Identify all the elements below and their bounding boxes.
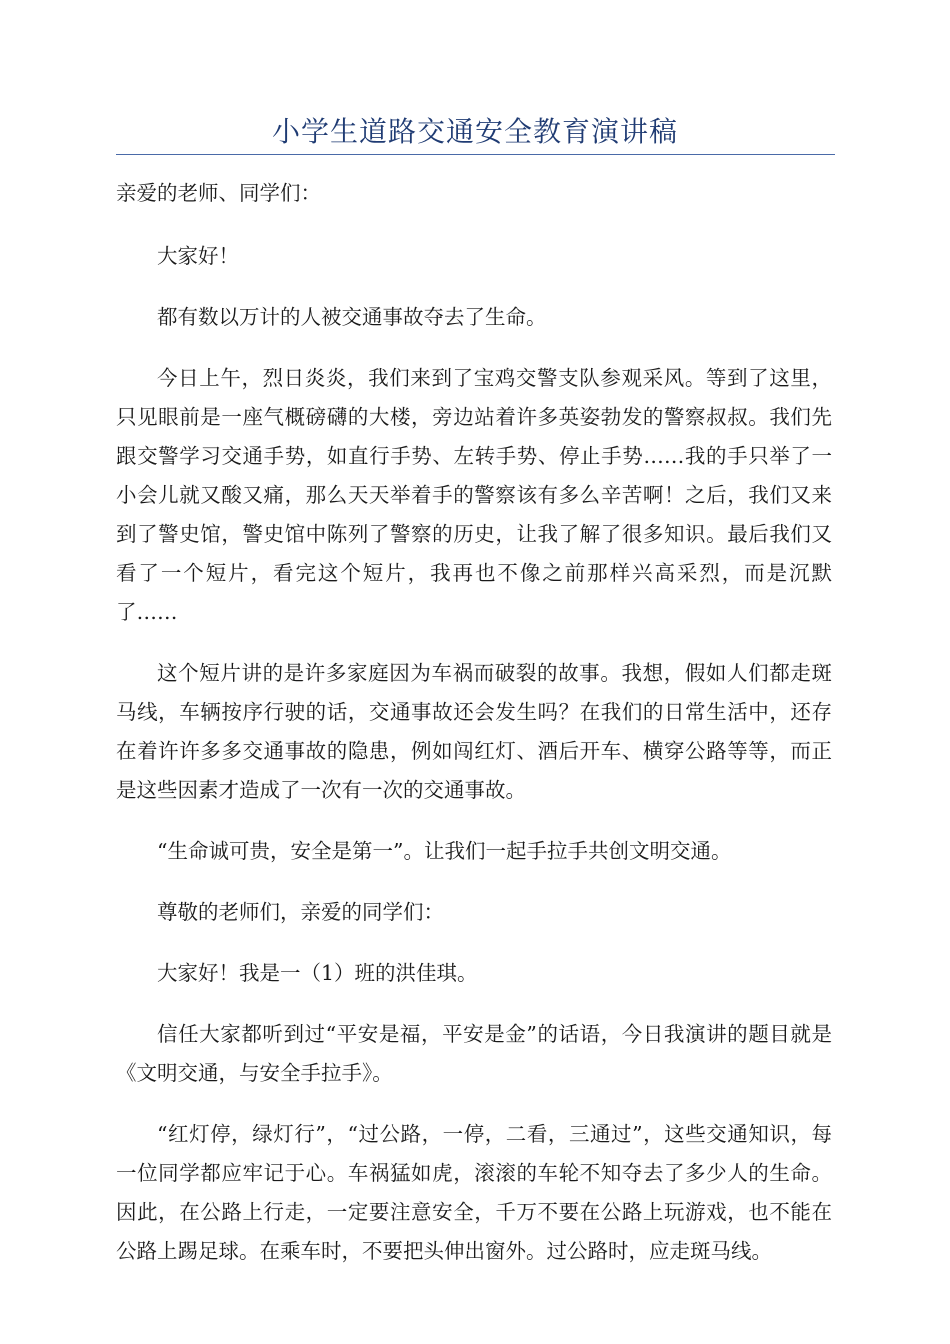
paragraph-salutation: 亲爱的老师、同学们：: [116, 181, 321, 205]
document-title: 小学生道路交通安全教育演讲稿: [271, 115, 678, 148]
title-underline: [116, 154, 835, 155]
paragraph-greeting-2: 大家好！我是一（1）班的洪佳琪。: [157, 961, 478, 985]
paragraph: 今日上午，烈日炎炎，我们来到了宝鸡交警支队参观采风。等到了这里，只见眼前是一座气概磅礴的大楼，旁边站着许多英姿勃发的警察叔叔。我们先跟交警学习交通手势，如直行手势、左转手势、停止手势……我的手只举了一小会儿就又酸又痛，那么天天举着手的警察该有多么辛苦啊！之后，我们又来到了警史馆，警史馆中陈列了警察的历史，让我了解了很多知识。最后我们又看了一个短片，看完这个短片，我再也不像之前那样兴高采烈，而是沉默了……: [116, 366, 832, 624]
paragraph: 信任大家都听到过“平安是福，平安是金”的话语，今日我演讲的题目就是《文明交通，与安全手拉手》。: [116, 1022, 832, 1085]
paragraph: “红灯停，绿灯行”，“过公路，一停，二看，三通过”，这些交通知识，每一位同学都应牢记于心。车祸猛如虎，滚滚的车轮不知夺去了多少人的生命。因此，在公路上行走，一定要注意安全，千万不要在公路上玩游戏，也不能在公路上踢足球。在乘车时，不要把头伸出窗外。过公路时，应走斑马线。: [116, 1122, 832, 1263]
paragraph-salutation-2: 尊敬的老师们，亲爱的同学们：: [157, 900, 444, 924]
paragraph: 都有数以万计的人被交通事故夺去了生命。: [157, 305, 547, 329]
document-body: [116, 174, 832, 1293]
paragraph: “生命诚可贵，安全是第一”。让我们一起手拉手共创文明交通。: [157, 839, 732, 863]
paragraph-greeting: 大家好！: [157, 244, 239, 268]
paragraph: 这个短片讲的是许多家庭因为车祸而破裂的故事。我想，假如人们都走斑马线，车辆按序行驶的话，交通事故还会发生吗？在我们的日常生活中，还存在着许许多多交通事故的隐患，例如闯红灯、酒后开车、横穿公路等等，而正是这些因素才造成了一次有一次的交通事故。: [116, 661, 832, 802]
